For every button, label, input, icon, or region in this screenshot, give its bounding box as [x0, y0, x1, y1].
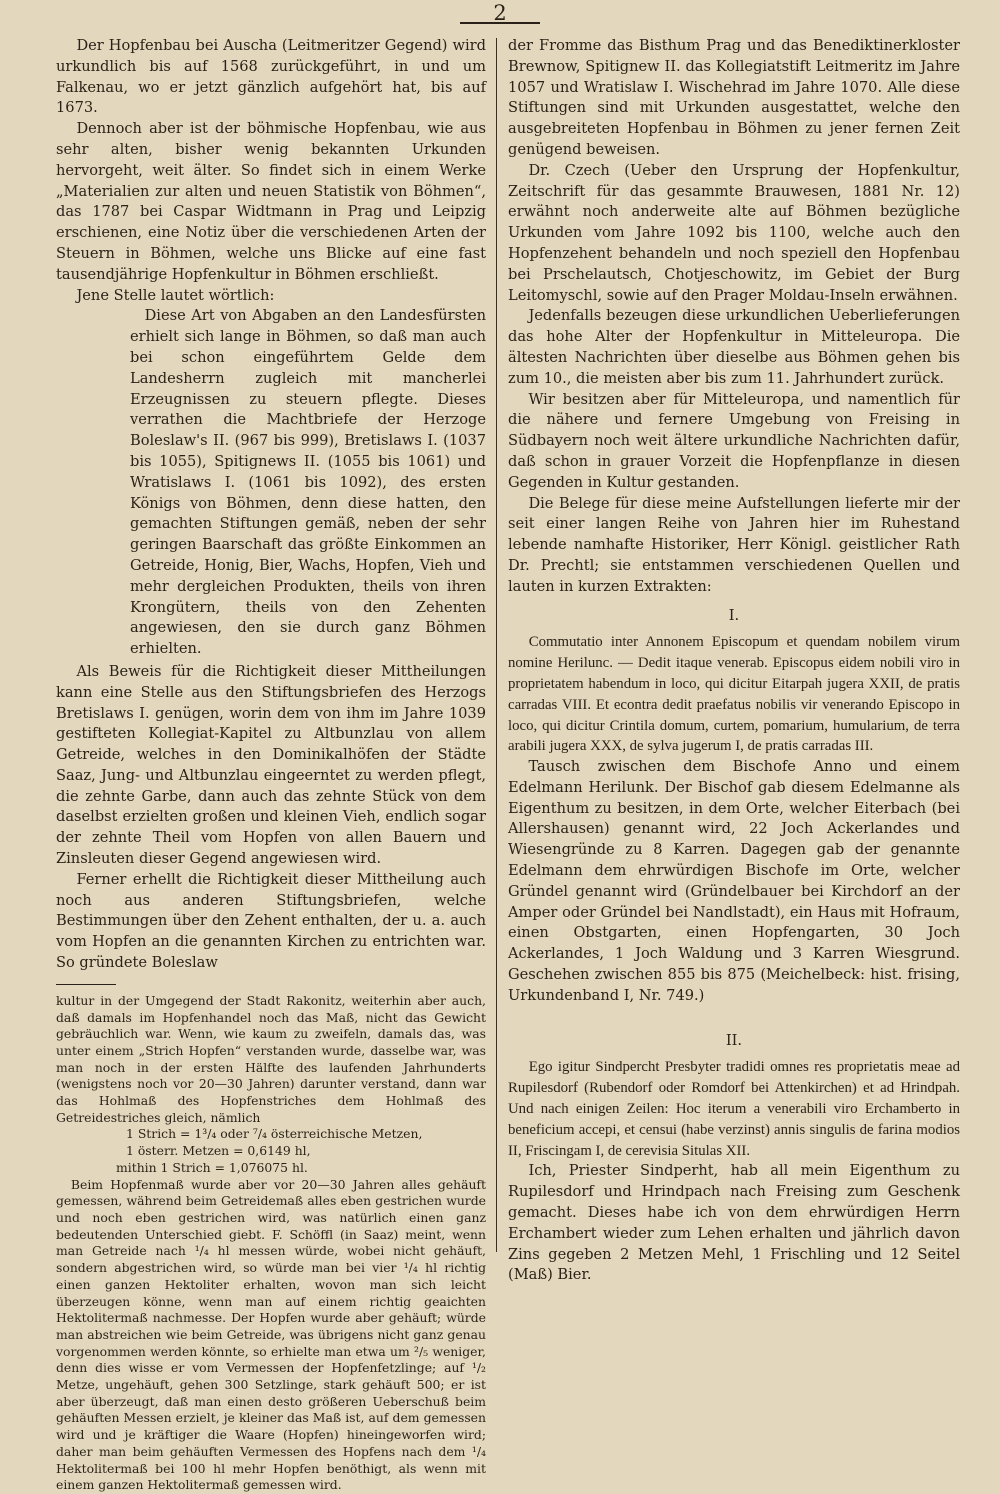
column-divider: [496, 38, 497, 1252]
left-column: [56, 36, 486, 1494]
german-translation: Ich, Priester Sindperht, hab all mein Eigenthum zu Rupilesdorf und Hrindpach nach Freising zum Geschenk gemacht. Dieses habe ich von dem ehrwürdigen Herrn Erchambert wieder zum Lehen erhalten und jährlich davon Zins gegeben 2 Metzen Mehl, 1 Frischling und 12 Seitel (Maß) Bier.: [508, 1162, 960, 1284]
footnote-formula: 1 Strich = 1³/₄ oder ⁷/₄ österreichische Metzen,: [126, 1126, 423, 1142]
header-rule: [460, 22, 540, 24]
section-heading: I.: [728, 606, 740, 624]
paragraph: Jene Stelle lautet wörtlich:: [76, 286, 275, 304]
section-heading: II.: [725, 1031, 743, 1049]
footnote-formula: 1 österr. Metzen = 0,6149 hl,: [126, 1143, 311, 1159]
paragraph: Ferner erhellt die Richtigkeit dieser Mittheilung auch noch aus anderen Stiftungsbriefen, welche Bestimmungen über den Zehent enthalten, der u. a. auch vom Hopfen an die genannten Kirchen zu entrichten war. So gründete Boleslaw: [56, 870, 486, 972]
paragraph: Als Beweis für die Richtigkeit dieser Mittheilungen kann eine Stelle aus den Stiftungsbriefen des Herzogs Bretislaws I. genügen, worin dem von ihm im Jahre 1039 gestifteten Kollegiat-Kapitel zu Altbunzlau von allem Getreide, welches in den Dominikalhöfen der Städte Saaz, Jung- und Altbunzlau eingeerntet zu werden pflegt, die zehnte Garbe, dann auch das zehnte Stück von dem daselbst erzielten großen und kleinen Vieh, endlich sogar der zehnte Theil vom Hopfen von allen Bauern und Zinsleuten dieser Gegend angewiesen wird.: [56, 662, 486, 868]
paragraph: Dr. Czech (Ueber den Ursprung der Hopfenkultur, Zeitschrift für das gesammte Brauwesen, 1881 Nr. 12) erwähnt noch anderweite alte auf Böhmen bezügliche Urkunden vom Jahre 1092 bis 1100, welche auch den Hopfenzehent behandeln und noch speziell den Hopfenbau bei Prschelautsch, Chotjeschowitz, im Gebiet der Burg Leitomyschl, sowie auf den Prager Moldau-Inseln erwähnen.: [508, 161, 960, 304]
latin-extract: Commutatio inter Annonem Episcopum et quendam nobilem virum nomine Herilunc. — Dedit itaque venerab. Episcopus eidem nobili viro in proprietatem habendum in loco, qui dicitur Eitarpah jugera XXII, de pratis carradas VIII. Et econtra dedit praefatus nobilis vir venerando Episcopo in loco, qui dicitur Crintila domum, curtem, pomarium, humularium, de terra arabili jugera XXX, de sylva jugerum I, de pratis carradas III.: [508, 634, 960, 755]
page-number: 2: [493, 1, 507, 25]
paragraph: Der Hopfenbau bei Auscha (Leitmeritzer Gegend) wird urkundlich bis auf 1568 zurückgeführt, in und um Falkenau, wo er jetzt gänzlich aufgehört hat, bis auf 1673.: [56, 37, 486, 117]
paragraph: Wir besitzen aber für Mitteleuropa, und namentlich für die nähere und fernere Umgebung von Freising in Südbayern noch weit ältere urkundliche Nachrichten dafür, daß schon in grauer Vorzeit die Hopfenpflanze in diesen Gegenden in Kultur gestanden.: [508, 390, 960, 491]
right-column: [508, 36, 960, 1286]
block-quote: Diese Art von Abgaben an den Landesfürsten erhielt sich lange in Böhmen, so daß man auch bei schon eingeführtem Gelde dem Landesherrn zugleich mit mancherlei Erzeugnissen zu steuern pflegte. Dieses verrathen die Machtbriefe der Herzoge Boleslaw's II. (967 bis 999), Bretislaws I. (1037 bis 1055), Spitignews II. (1055 bis 1061) und Wratislaws I. (1061 bis 1092), des ersten Königs von Böhmen, denn diese hatten, den gemachten Stiftungen gemäß, neben der sehr geringen Baarschaft das größte Einkommen an Getreide, Honig, Bier, Wachs, Hopfen, Vieh und mehr dergleichen Produkten, theils von ihren Krongütern, theils von den Zehenten angewiesen, den sie durch ganz Böhmen erhielten.: [130, 307, 486, 658]
footnote-formula: mithin 1 Strich = 1,076075 hl.: [116, 1159, 308, 1175]
paragraph: Dennoch aber ist der böhmische Hopfenbau, wie aus sehr alten, bisher wenig bekannten Urkunden hervorgeht, weit älter. So findet sich in einem Werke „Materialien zur alten und neuen Statistik von Böhmen“, das 1787 bei Caspar Widtmann in Prag und Leipzig erschienen, eine Notiz über die verschiedenen Arten der Steuern in Böhmen, welche uns Blicke auf eine fast tausendjährige Hopfenkultur in Böhmen erschließt.: [56, 120, 486, 283]
footnote-text: kultur in der Umgegend der Stadt Rakonitz, weiterhin aber auch, daß damals im Hopfenhandel noch das Maß, nicht das Gewicht gebräuchlich war. Wenn, wie kaum zu zweifeln, damals das, was unter einem „Strich Hopfen“ verstanden wurde, dasselbe war, was man noch in der ersten Hälfte des laufenden Jahrhunderts (wenigstens noch vor 20—30 Jahren) darunter verstand, dann war das Hohlmaß des Hopfenstriches dem Hohlmaß des Getreidestriches gleich, nämlich: [56, 992, 486, 1125]
latin-extract: Ego igitur Sindpercht Presbyter tradidi omnes res proprietatis meae ad Rupilesdorf (Rubendorf oder Romdorf bei Attenkirchen) et ad Hrindpah. Und nach einigen Zeilen: Hoc iterum a venerabili viro Erchamberto in beneficium accepi, et censui (habe verzinst) annis singulis de farina modios II, Friscingam I, de cerevisia Situlas XII.: [508, 1059, 960, 1159]
paragraph: Die Belege für diese meine Aufstellungen lieferte mir der seit einer langen Reihe von Jahren hier im Ruhestand lebende namhafte Historiker, Herr Königl. geistlicher Rath Dr. Prechtl; sie entstammen verschiedenen Quellen und lauten in kurzen Extrakten:: [508, 494, 960, 595]
footnote: [56, 993, 486, 1494]
footnote-text: Beim Hopfenmaß wurde aber vor 20—30 Jahren alles gehäuft gemessen, während beim Getreidemaß alles eben gestrichen wurde und noch eben gestrichen wird, was natürlich einen ganz bedeutenden Unterschied giebt. F. Schöffl (in Saaz) meint, wenn man Getreide nach ¹/₄ hl messen würde, wobei nicht gehäuft, sondern abgestrichen wird, so würde man bei vier ¹/₄ hl richtig einen ganzen Hektoliter erhalten, wovon man sich leicht überzeugen könne, wenn man auf einem richtig geaichten Hektolitermaß nachmesse. Der Hopfen wurde aber gehäuft; würde man abstreichen wie beim Getreide, was übrigens nicht ganz genau vorgenommen werden könnte, so erhielte man etwa um ²/₅ weniger, denn dies wisse er vom Vermessen der Hopfenfetzlinge; auf ¹/₂ Metze, ungehäuft, gehen 300 Setzlinge, stark gehäuft 500; er ist aber überzeugt, daß man einen desto größeren Ueberschuß beim gehäuften Messen erzielt, je kleiner das Maß ist, auf dem gemessen wird und je kräftiger die Waare (Hopfen) hineingeworfen wird; daher man beim gehäuften Vermessen des Hopfens nach dem ¹/₄ Hektolitermaß bei 100 hl mehr Hopfen benöthigt, als wenn mit einem ganzen Hektolitermaß gemessen wird.: [56, 1176, 486, 1493]
footnote-rule: [56, 984, 116, 985]
paragraph: der Fromme das Bisthum Prag und das Benediktinerkloster Brewnow, Spitignew II. das Kollegiatstift Leitmeritz im Jahre 1057 und Wratislaw I. Wischehrad im Jahre 1070. Alle diese Stiftungen sind mit Urkunden ausgestattet, welche den ausgebreiteten Hopfenbau in Böhmen zu jener fernen Zeit genügend beweisen.: [508, 37, 960, 158]
german-translation: Tausch zwischen dem Bischofe Anno und einem Edelmann Herilunk. Der Bischof gab diesem Edelmanne als Eigenthum zu besitzen, in dem Orte, welcher Eiterbach (bei Allershausen) genannt wird, 22 Joch Ackerlandes und Wiesengründe zu 8 Karren. Dagegen gab der genannte Edelmann dem ehrwürdigen Bischofe im Orte, welcher Gründel genannt wird (Gründelbauer bei Kirchdorf an der Amper oder Gründel bei Nandlstadt), ein Haus mit Hofraum, einen Obstgarten, einen Hopfengarten, 30 Joch Ackerlandes, 1 Joch Waldung und 3 Karren Wiesgrund. Geschehen zwischen 855 bis 875 (Meichelbeck: hist. frising, Urkundenband I, Nr. 749.): [508, 758, 960, 1004]
paragraph: Jedenfalls bezeugen diese urkundlichen Ueberlieferungen das hohe Alter der Hopfenkultur in Mitteleuropa. Die ältesten Nachrichten über dieselbe aus Böhmen gehen bis zum 10., die meisten aber bis zum 11. Jahrhundert zurück.: [508, 307, 960, 387]
